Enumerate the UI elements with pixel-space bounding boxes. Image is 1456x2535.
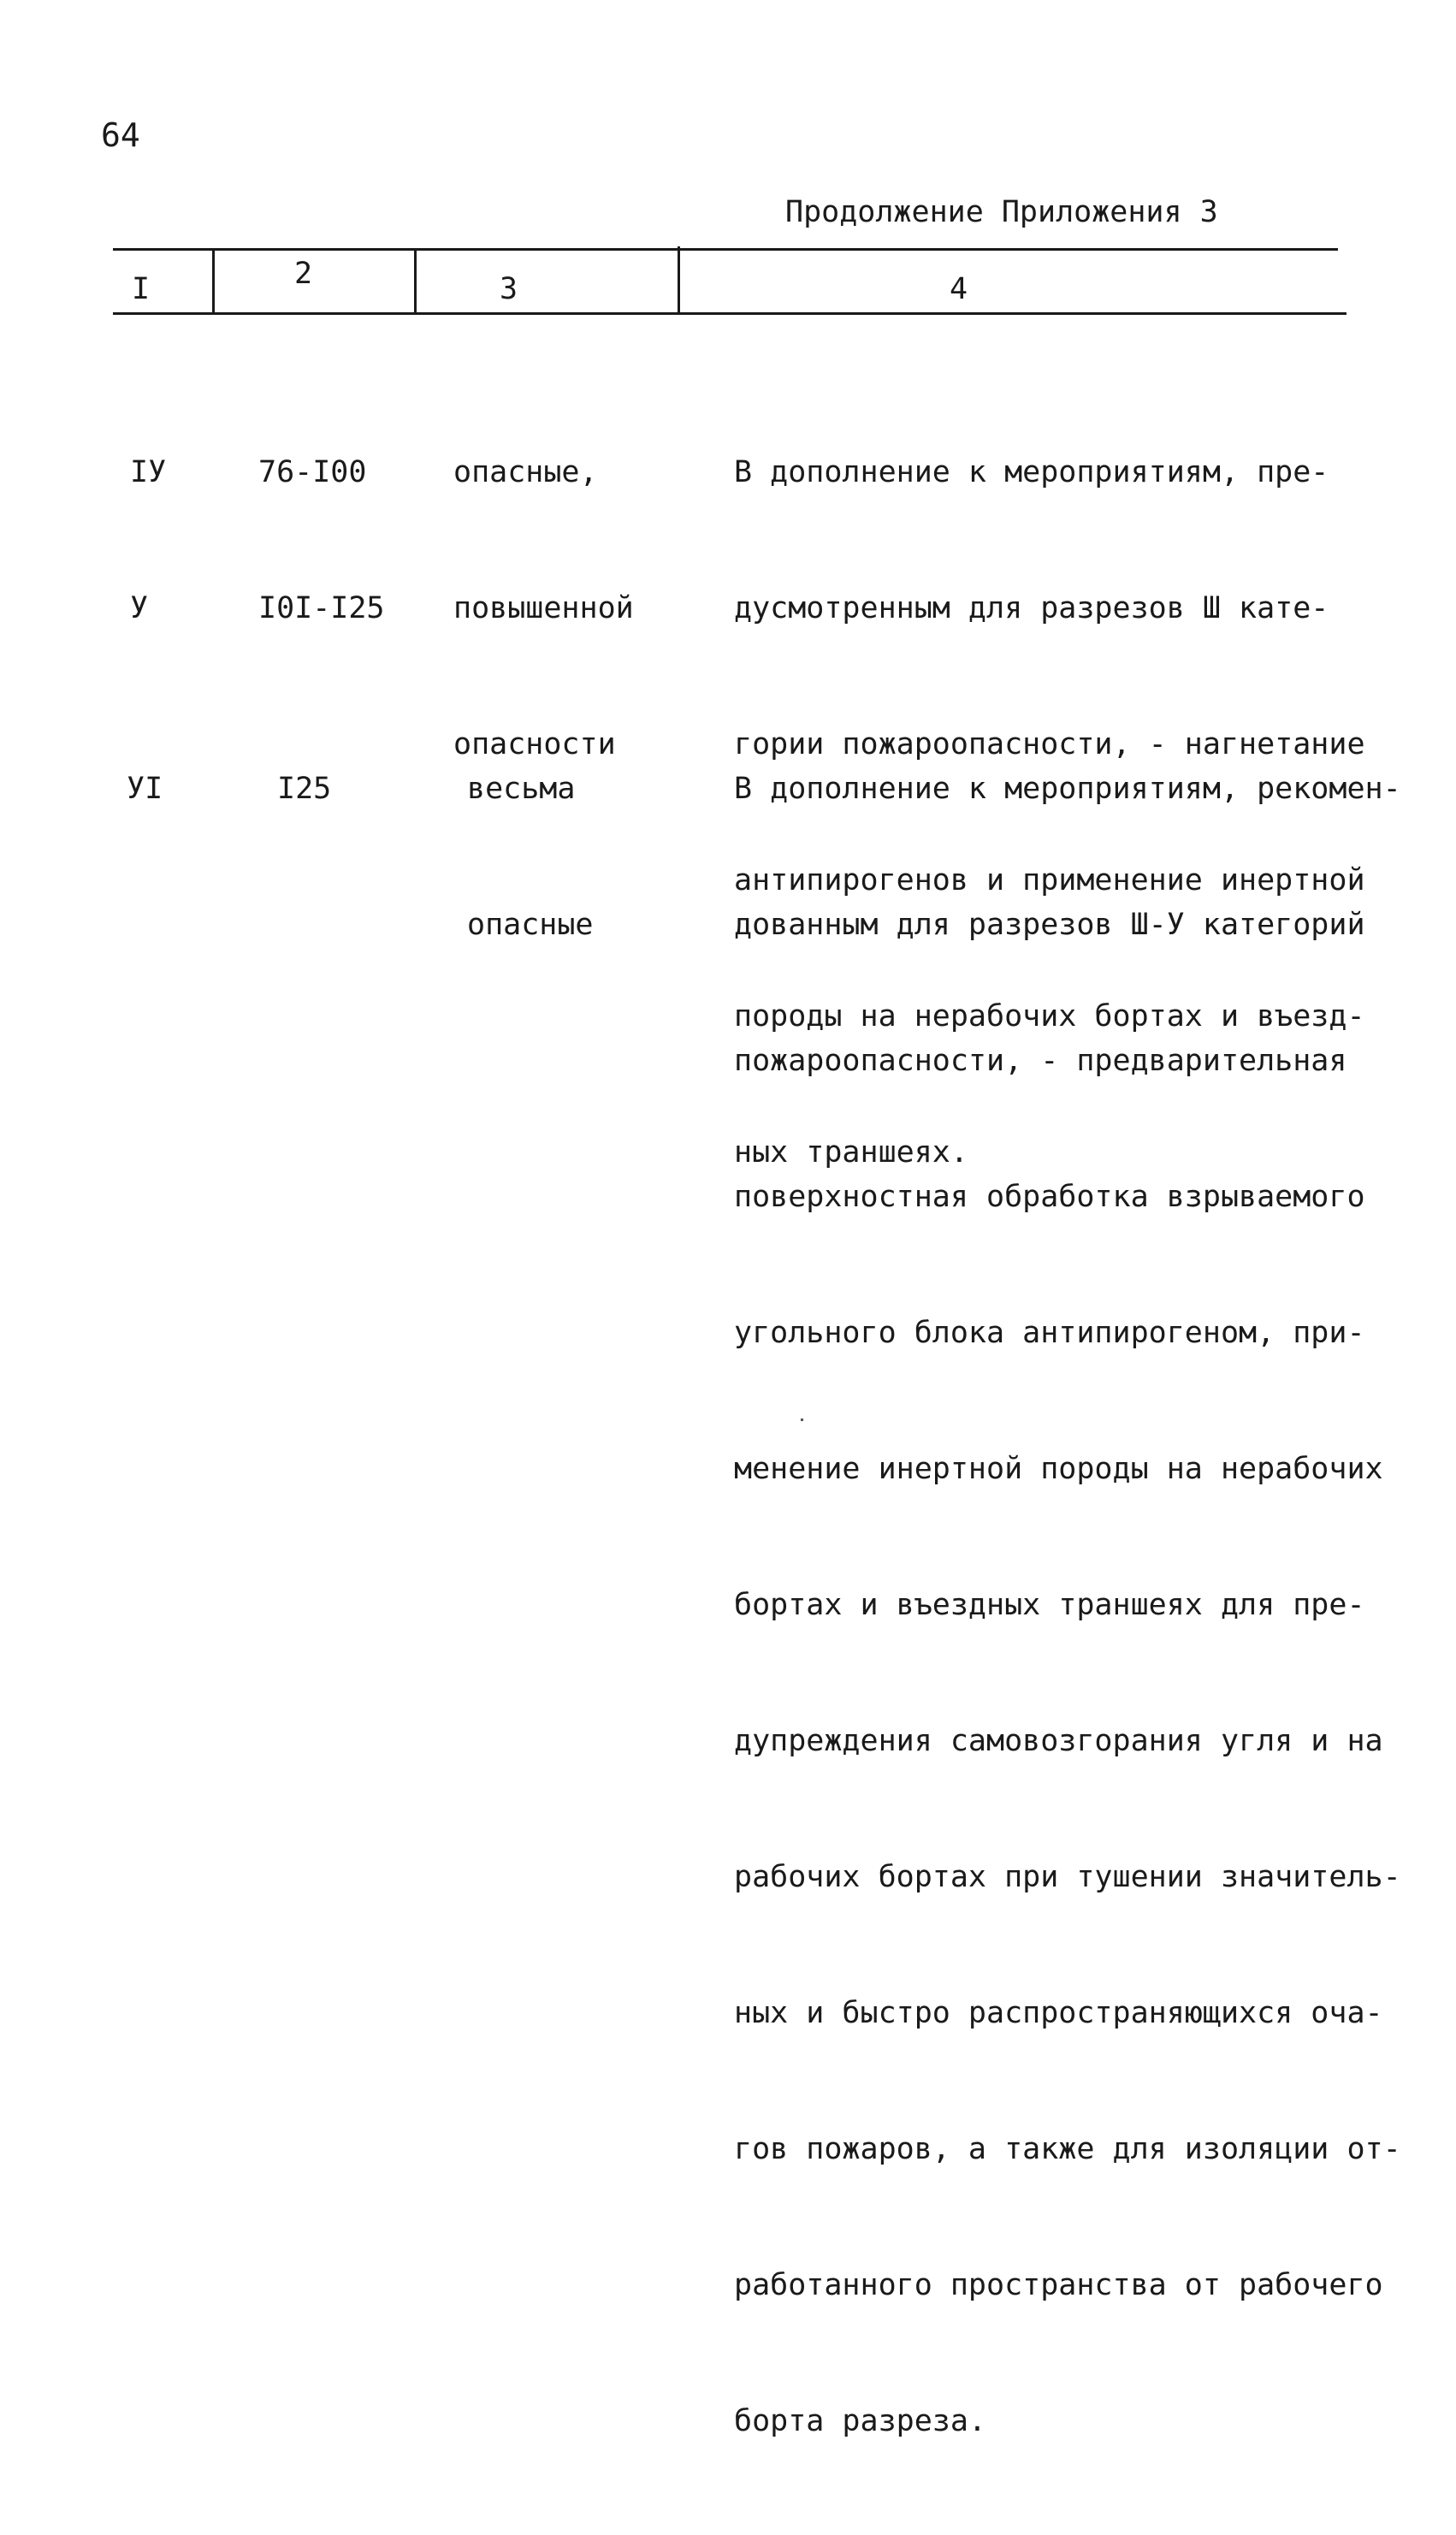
row2-danger-level	[467, 676, 594, 1039]
row2-measures-line: работанного пространства от рабочего	[734, 2268, 1383, 2302]
row2-measures-line: В дополнение к мероприятиям, рекомен-	[734, 772, 1401, 806]
row2-measures-line: дованным для разрезов Ш-У категорий	[734, 908, 1365, 942]
row1-range	[258, 359, 385, 722]
row1-measures-line: ных траншеях.	[734, 1135, 968, 1170]
row2-measures-line: дупреждения самовозгорания угля и на	[734, 1724, 1383, 1758]
row2-measures-line: ных и быстро распространяющихся оча-	[734, 1996, 1383, 2030]
header-col-1: I	[132, 272, 151, 306]
table-header-bottom-rule	[113, 312, 1347, 315]
row2-category-line: УI	[127, 772, 163, 806]
row1-category-line: У	[130, 591, 149, 625]
table-top-rule	[113, 248, 1338, 251]
row1-category	[130, 359, 238, 722]
row1-danger-line: повышенной	[453, 591, 634, 625]
row1-danger-line: опасности	[453, 727, 616, 761]
row2-range	[277, 676, 385, 903]
header-col-3: 3	[500, 272, 518, 306]
row2-measures-line: пожароопасности, - предварительная	[734, 1044, 1347, 1078]
header-col-2: 2	[294, 257, 313, 291]
page-number: 64	[101, 116, 140, 154]
row2-measures-line: борта разреза.	[734, 2404, 987, 2438]
row1-category-line: IУ	[130, 455, 167, 489]
row1-measures-line: гории пожароопасности, - нагнетание	[734, 727, 1365, 761]
row2-danger-line: весьма	[467, 772, 576, 806]
row2-measures-line: рабочих бортах при тушении значитель-	[734, 1860, 1401, 1894]
row2-measures-line: бортах и въездных траншеях для пре-	[734, 1588, 1365, 1622]
row2-category	[127, 676, 234, 903]
row1-measures-line: дусмотренным для разрезов Ш кате-	[734, 591, 1329, 625]
row1-range-line: 76-I00	[258, 455, 367, 489]
row1-range-line: I0I-I25	[258, 591, 385, 625]
row1-danger-line: опасные,	[453, 455, 598, 489]
row2-danger-line: опасные	[467, 908, 594, 942]
row2-measures	[734, 676, 1401, 2535]
row1-measures-line: антипирогенов и применение инертной	[734, 863, 1365, 897]
row2-range-line: I25	[277, 772, 332, 806]
row1-measures-line: В дополнение к мероприятиям, пре-	[734, 455, 1329, 489]
row1-measures-line: породы на нерабочих бортах и въезд-	[734, 999, 1365, 1034]
row2-measures-line: гов пожаров, а также для изоляции от-	[734, 2132, 1401, 2166]
header-divider-2	[414, 250, 417, 312]
scan-speck	[801, 1419, 803, 1421]
header-divider-3	[678, 246, 680, 314]
row2-measures-line: угольного блока антипирогеном, при-	[734, 1316, 1365, 1350]
continuation-title: Продолжение Приложения 3	[785, 195, 1218, 229]
header-col-4: 4	[950, 272, 968, 306]
row2-measures-line: поверхностная обработка взрываемого	[734, 1180, 1365, 1214]
row2-measures-line: менение инертной породы на нерабочих	[734, 1452, 1383, 1486]
header-divider-1	[212, 250, 215, 312]
